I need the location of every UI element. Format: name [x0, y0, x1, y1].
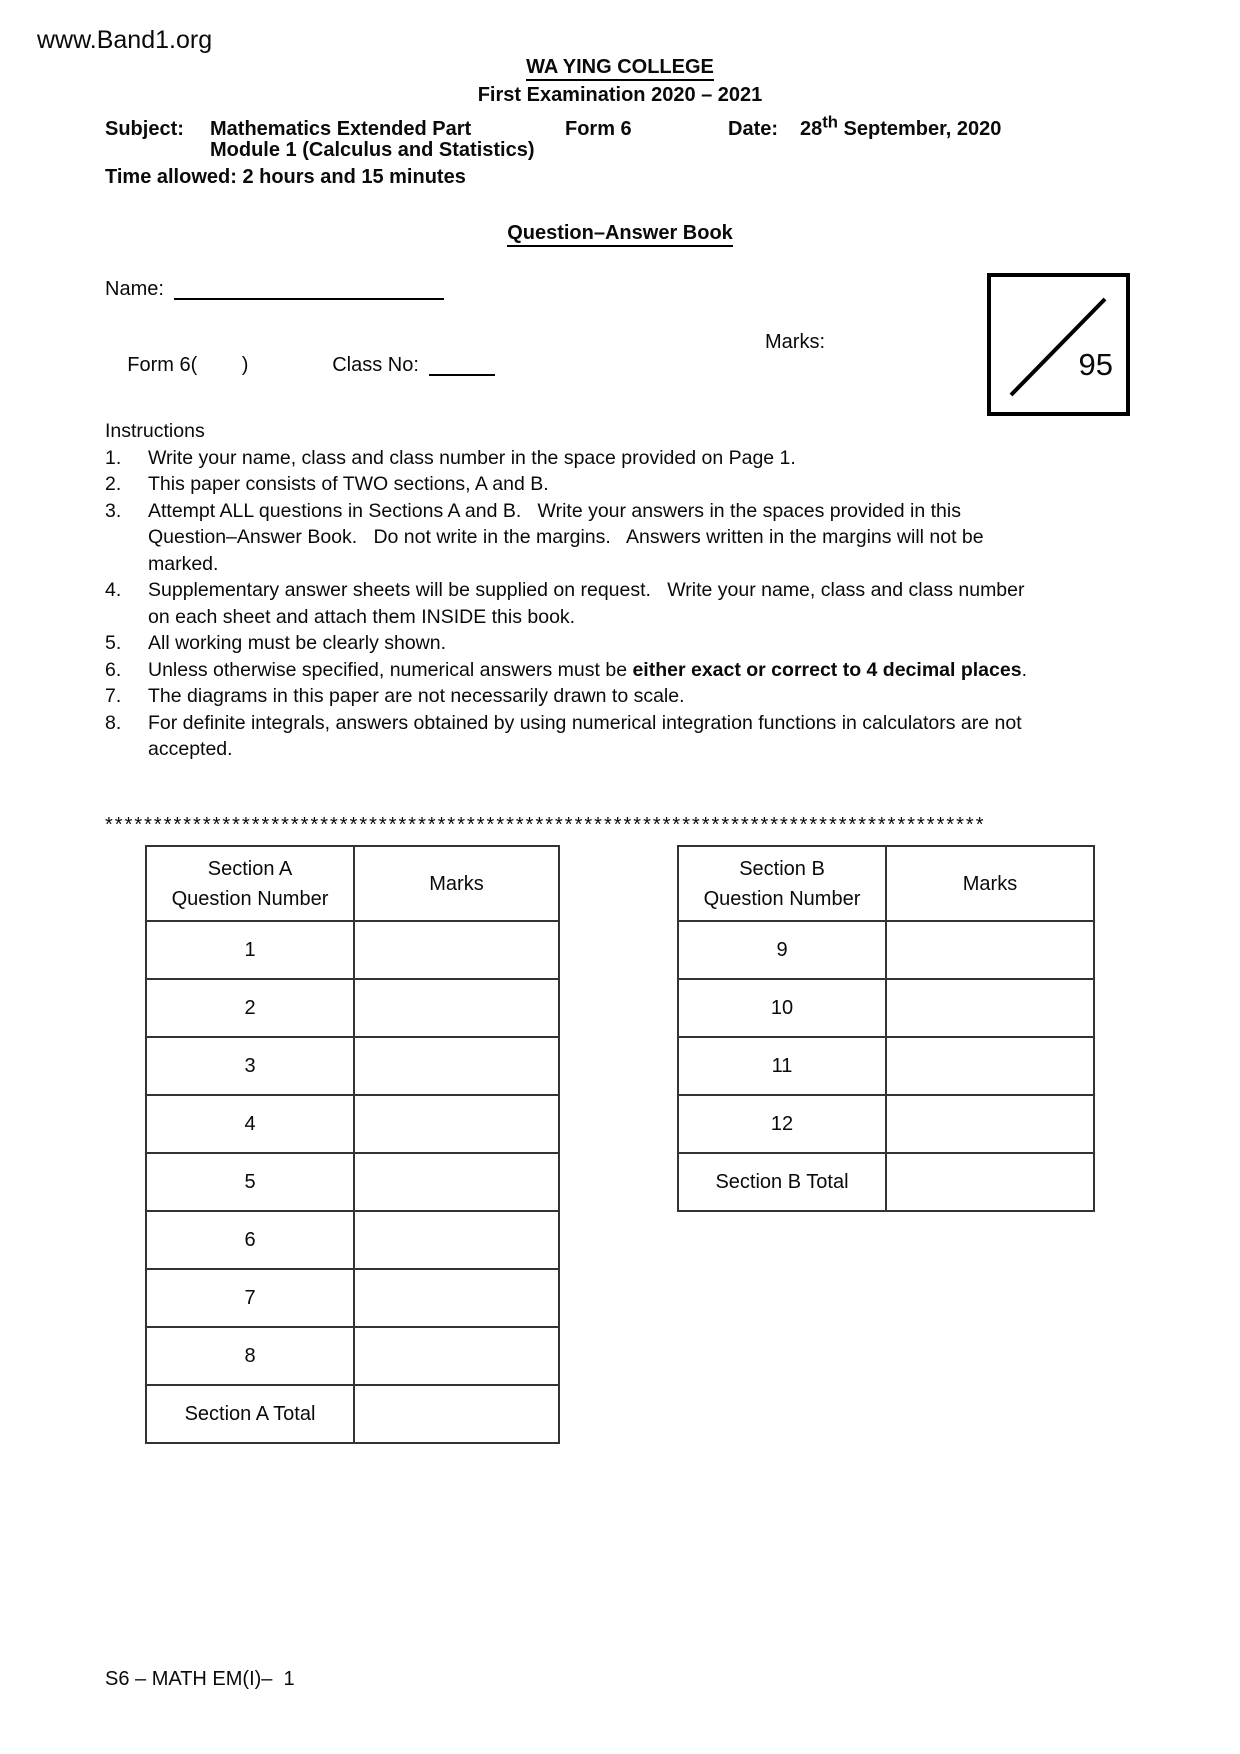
section-a-header-line2: Question Number [171, 887, 329, 910]
name-blank-line [174, 278, 444, 300]
question-number-cell: 2 [146, 979, 354, 1037]
name-label: Name: [105, 278, 164, 300]
section-a-question-header [146, 846, 354, 921]
instruction-number: 1. [105, 446, 122, 469]
instruction-plain-text: . [1021, 658, 1027, 681]
book-title-line [0, 222, 1240, 245]
marks-entry-cell [886, 1095, 1094, 1153]
section-b-table [677, 845, 1095, 1212]
table-row [678, 921, 1094, 979]
form-value: Form 6 [565, 117, 632, 140]
question-number-cell: 9 [678, 921, 886, 979]
subject-row [105, 112, 1001, 141]
question-number-cell: 11 [678, 1037, 886, 1095]
table-row [146, 1327, 559, 1385]
form-class-row [105, 331, 495, 400]
section-b-question-header [678, 846, 886, 921]
instruction-item [105, 445, 1140, 472]
question-number-cell: 5 [146, 1153, 354, 1211]
date-value [800, 112, 1002, 140]
section-a-table [145, 845, 560, 1444]
instruction-plain-text: Write your name, class and class number in the space provided on Page 1. [148, 446, 796, 469]
section-a-header-row [146, 846, 559, 921]
instruction-text [148, 498, 1028, 578]
class-no-label: Class No: [332, 354, 419, 376]
book-title: Question–Answer Book [507, 222, 733, 247]
marks-entry-cell [354, 1211, 559, 1269]
instruction-plain-text: Attempt ALL questions in Sections A and B. Write your answers in the spaces provided in this Question–Answer Book. Do not write in the margins. Answers written in the margins will not be marked. [148, 499, 990, 575]
table-row [146, 1211, 559, 1269]
instruction-item [105, 577, 1140, 630]
instructions-section [105, 418, 1140, 763]
instruction-item [105, 683, 1140, 710]
instruction-text [148, 577, 1028, 630]
marks-entry-cell [886, 1037, 1094, 1095]
instruction-text [148, 630, 446, 657]
question-number-cell: 4 [146, 1095, 354, 1153]
table-row [678, 1153, 1094, 1211]
instruction-number: 3. [105, 499, 122, 522]
exam-title: First Examination 2020 – 2021 [477, 84, 763, 106]
total-marks-value: 95 [1078, 347, 1113, 382]
subject-label: Subject: [105, 117, 184, 140]
date-ordinal: th [822, 112, 838, 131]
table-row [146, 1153, 559, 1211]
instruction-number: 6. [105, 658, 122, 681]
name-row [105, 278, 444, 301]
instruction-item [105, 657, 1140, 684]
section-b-marks-header: Marks [886, 846, 1094, 921]
question-number-cell: 1 [146, 921, 354, 979]
instruction-text [148, 657, 1027, 684]
question-number-cell: 12 [678, 1095, 886, 1153]
instruction-item [105, 498, 1140, 578]
table-row [146, 1037, 559, 1095]
class-no-blank-line [429, 354, 495, 376]
marks-entry-cell [354, 1269, 559, 1327]
table-row [146, 979, 559, 1037]
question-number-cell: Section B Total [678, 1153, 886, 1211]
date-label: Date: [728, 117, 779, 140]
table-row [146, 921, 559, 979]
table-row [678, 1095, 1094, 1153]
instruction-plain-text: All working must be clearly shown. [148, 632, 447, 654]
question-number-cell: 6 [146, 1211, 354, 1269]
marks-box [987, 273, 1130, 416]
instruction-number: 7. [105, 685, 122, 707]
section-b-header-line1: Section B [739, 857, 825, 880]
form-label: Form 6( ) [127, 354, 249, 376]
table-row [678, 979, 1094, 1037]
instruction-plain-text: For definite integrals, answers obtained by using numerical integration functions in calculators are not accepted. [148, 711, 1028, 760]
date-day: 28 [800, 117, 823, 140]
section-b-header-line2: Question Number [703, 887, 861, 910]
marks-entry-cell [354, 1037, 559, 1095]
question-number-cell: 7 [146, 1269, 354, 1327]
instruction-number: 5. [105, 632, 122, 654]
instructions-heading: Instructions [105, 420, 205, 442]
module-value: Module 1 (Calculus and Statistics) [210, 139, 535, 161]
marks-entry-cell [354, 1153, 559, 1211]
instruction-text [148, 445, 796, 472]
subject-value: Mathematics Extended Part [210, 117, 472, 140]
instruction-number: 2. [105, 473, 122, 495]
instruction-text [148, 471, 549, 498]
marks-entry-cell [886, 979, 1094, 1037]
date-rest: September, 2020 [837, 117, 1002, 140]
instruction-bold-text: either exact or correct to 4 decimal places [632, 658, 1022, 681]
question-number-cell: Section A Total [146, 1385, 354, 1443]
watermark-url: www.Band1.org [37, 26, 213, 54]
question-number-cell: 8 [146, 1327, 354, 1385]
instruction-number: 8. [105, 711, 122, 734]
instruction-item [105, 630, 1140, 657]
table-row [146, 1269, 559, 1327]
instruction-text [148, 710, 1028, 763]
time-allowed: Time allowed: 2 hours and 15 minutes [105, 166, 466, 188]
marks-label: Marks: [765, 331, 825, 353]
section-a-header-line1: Section A [207, 857, 293, 880]
marks-entry-cell [886, 921, 1094, 979]
section-b-body [678, 921, 1094, 1211]
question-number-cell: 10 [678, 979, 886, 1037]
section-a-marks-header: Marks [354, 846, 559, 921]
marks-entry-cell [354, 921, 559, 979]
instruction-item [105, 471, 1140, 498]
marks-entry-cell [354, 1327, 559, 1385]
instruction-number: 4. [105, 579, 122, 601]
section-a-body [146, 921, 559, 1443]
marks-entry-cell [354, 1095, 559, 1153]
instruction-item [105, 710, 1140, 763]
school-name-line [0, 56, 1240, 79]
question-number-cell: 3 [146, 1037, 354, 1095]
diagonal-line-icon [991, 277, 1126, 412]
instruction-plain-text: Unless otherwise specified, numerical answers must be [148, 658, 633, 681]
separator-line: ****************************************************************************************** [105, 814, 986, 836]
table-row [146, 1095, 559, 1153]
instruction-plain-text: This paper consists of TWO sections, A and B. [148, 473, 549, 495]
table-row [146, 1385, 559, 1443]
marks-entry-cell [354, 1385, 559, 1443]
section-b-header-row [678, 846, 1094, 921]
instruction-text [148, 683, 685, 710]
school-name: WA YING COLLEGE [526, 56, 714, 81]
marks-entry-cell [886, 1153, 1094, 1211]
footer-code: S6 – MATH EM(I)– 1 [105, 1668, 295, 1690]
instruction-plain-text: The diagrams in this paper are not necessarily drawn to scale. [148, 685, 685, 707]
instructions-list [105, 445, 1140, 763]
instruction-plain-text: Supplementary answer sheets will be supplied on request. Write your name, class and class number on each sheet and attach them INSIDE this book. [148, 579, 1030, 628]
table-row [678, 1037, 1094, 1095]
marks-entry-cell [354, 979, 559, 1037]
